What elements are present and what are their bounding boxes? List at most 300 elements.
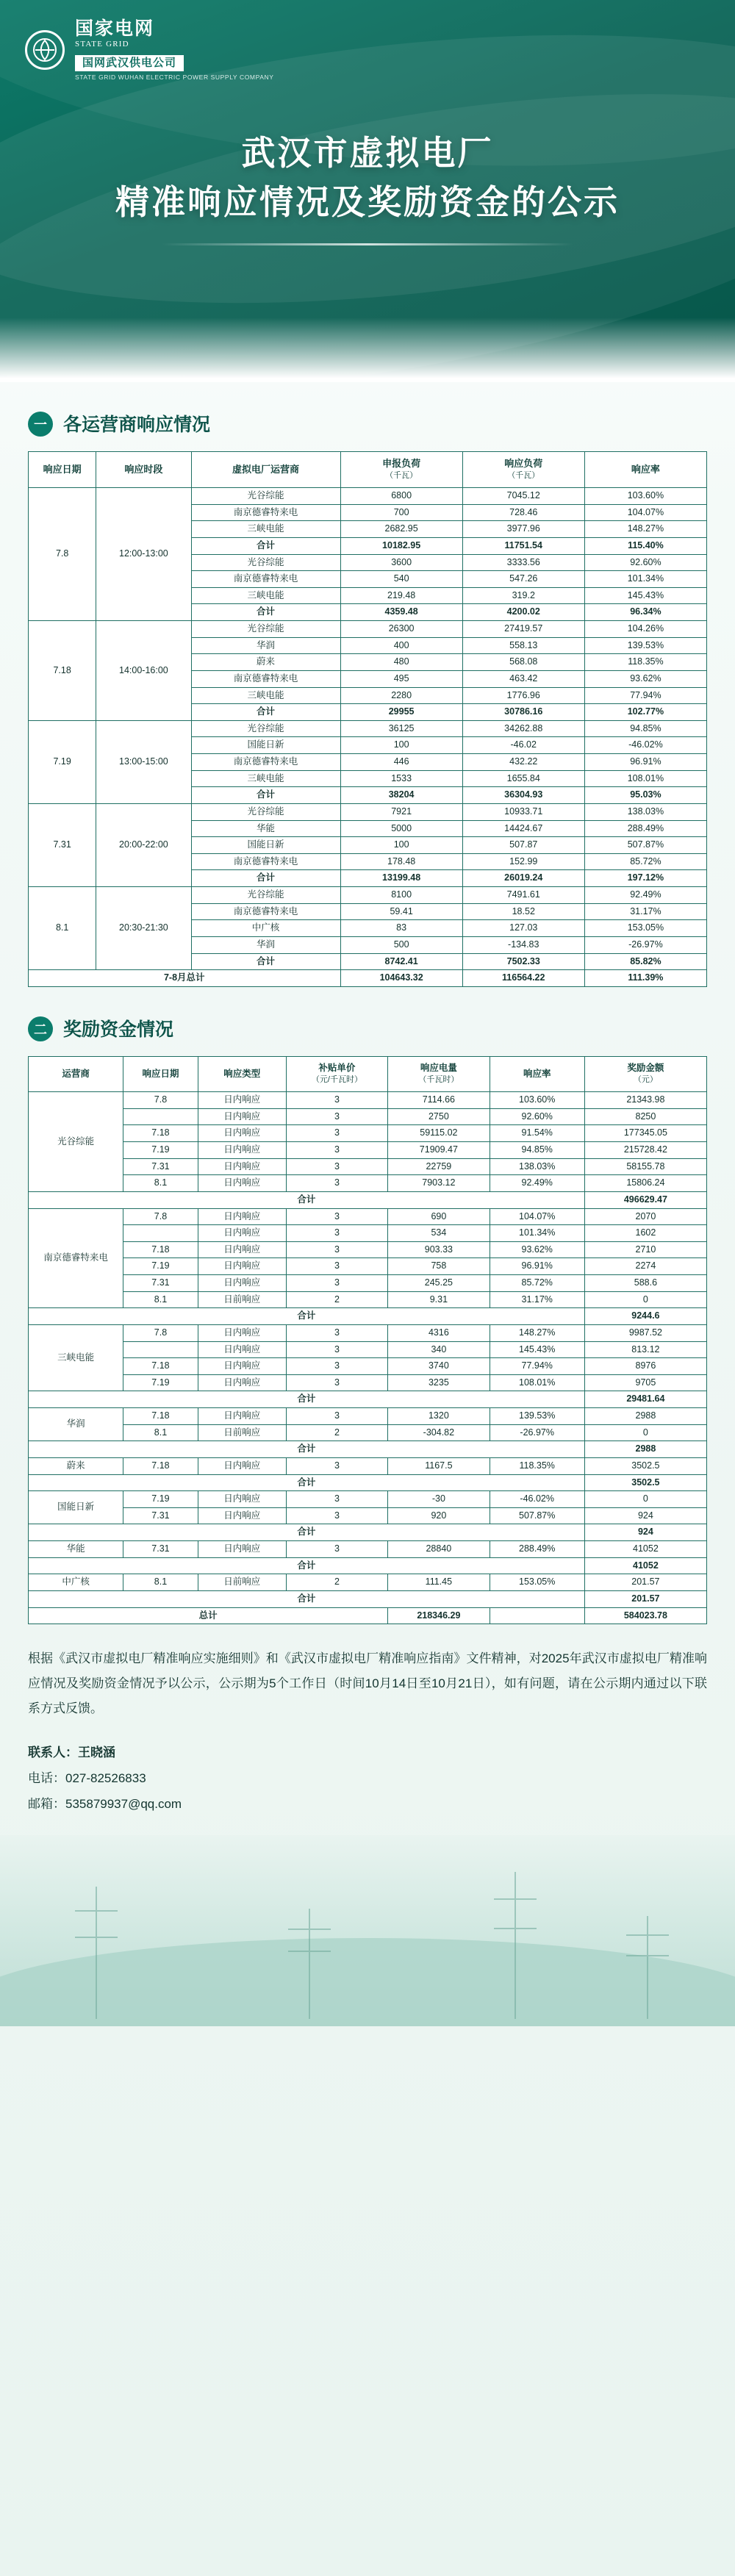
response-date-cell: 8.1 [123,1291,198,1308]
brand-text-block [75,19,274,80]
response-load-cell: 3333.56 [462,554,584,571]
response-rate-cell: 85.72% [584,853,706,870]
column-header: 虚拟电厂运营商 [191,452,340,488]
response-energy-cell: 111.45 [388,1574,490,1591]
contact-person-row [28,1740,707,1766]
subsidy-price-cell: 3 [286,1457,387,1474]
response-rate-cell: 118.35% [490,1457,584,1474]
pylon-icon [309,1909,310,2019]
response-rate-cell: 118.35% [584,654,706,671]
response-date-cell: 7.31 [123,1275,198,1292]
operator-cell: 三峡电能 [191,521,340,538]
table-row [29,1225,707,1242]
response-rate-cell: 507.87% [584,837,706,854]
reward-amount-cell: 9244.6 [584,1308,706,1325]
subtotal-label-cell: 合计 [29,1524,585,1541]
reward-amount-cell: 21343.98 [584,1092,706,1109]
reward-amount-cell: 177345.05 [584,1125,706,1142]
response-rate-cell: 96.34% [584,604,706,621]
section-2-title [60,1015,179,1043]
operator-cell: 蔚来 [191,654,340,671]
declared-load-cell: 540 [340,571,462,588]
response-rate-cell: 145.43% [584,587,706,604]
contact-person-label: 联系人： [28,1746,78,1760]
operator-cell: 光谷综能 [29,1092,123,1192]
page-header [0,0,735,382]
response-load-cell: -134.83 [462,936,584,953]
response-rate-cell: 31.17% [584,903,706,920]
contact-phone-label: 电话： [28,1770,65,1785]
subtotal-label-cell: 合计 [29,1191,585,1208]
response-energy-cell: -30 [388,1491,490,1508]
table-row [29,1574,707,1591]
column-header: 响应日期 [123,1056,198,1091]
reward-amount-cell: 588.6 [584,1275,706,1292]
column-header: 申报负荷 （千瓦） [340,452,462,488]
response-rate-cell: 103.60% [490,1092,584,1109]
subsidy-price-cell: 3 [286,1258,387,1275]
response-energy-cell: 218346.29 [388,1607,490,1624]
table-subtotal-row [29,1191,707,1208]
response-energy-cell: 920 [388,1507,490,1524]
response-type-cell: 日前响应 [198,1574,286,1591]
operator-cell: 华润 [191,936,340,953]
reward-amount-cell: 2070 [584,1208,706,1225]
brand-name-en: STATE GRID [75,40,129,49]
declared-load-cell: 3600 [340,554,462,571]
response-energy-cell: 245.25 [388,1275,490,1292]
response-rate-cell: 92.60% [490,1108,584,1125]
grand-total-label-cell: 7-8月总计 [29,970,341,987]
operator-cell: 国能日新 [29,1491,123,1524]
section-2-heading [28,1015,735,1043]
section-1-heading [28,410,735,438]
subsidy-price-cell: 3 [286,1541,387,1558]
response-rate-cell: 507.87% [490,1507,584,1524]
subsidy-price-cell: 3 [286,1341,387,1358]
response-date-cell: 7.19 [29,720,96,803]
response-load-cell: 7491.61 [462,887,584,904]
response-table-body [29,488,707,987]
operator-cell: 南京德睿特来电 [191,571,340,588]
operator-cell: 中广核 [29,1574,123,1591]
pylon-icon [647,1916,648,2019]
response-energy-cell: 2750 [388,1108,490,1125]
response-rate-cell: 139.53% [584,637,706,654]
response-load-cell: 7502.33 [462,953,584,970]
response-rate-cell: 85.72% [490,1275,584,1292]
table-row [29,1374,707,1391]
declared-load-cell: 29955 [340,704,462,721]
table-row [29,887,707,904]
reward-amount-cell: 8250 [584,1108,706,1125]
declared-load-cell: 5000 [340,820,462,837]
reward-amount-cell: 924 [584,1507,706,1524]
response-energy-cell: 758 [388,1258,490,1275]
subsidy-price-cell: 3 [286,1374,387,1391]
table-row [29,803,707,820]
response-rate-cell: -26.97% [584,936,706,953]
column-header: 响应类型 [198,1056,286,1091]
contact-phone-value: 027-82526833 [65,1770,146,1785]
response-energy-cell: 22759 [388,1158,490,1175]
column-header: 响应率 [584,452,706,488]
page-title-line1: 武汉市虚拟电厂 [241,134,494,173]
reward-amount-cell: 2710 [584,1241,706,1258]
reward-amount-cell: 201.57 [584,1574,706,1591]
reward-amount-cell: 41052 [584,1541,706,1558]
response-date-cell [123,1341,198,1358]
response-table-head [29,452,707,488]
response-energy-cell: 7114.66 [388,1092,490,1109]
response-date-cell: 7.31 [29,803,96,886]
response-load-cell: 568.08 [462,654,584,671]
response-date-cell [123,1225,198,1242]
brand-company-en: STATE GRID WUHAN ELECTRIC POWER SUPPLY COMPANY [75,73,274,81]
response-rate-cell: 92.49% [584,887,706,904]
reward-amount-cell: 584023.78 [584,1607,706,1624]
response-rate-cell: 91.54% [490,1125,584,1142]
response-date-cell: 7.31 [123,1507,198,1524]
operator-cell: 南京德睿特来电 [191,670,340,687]
section-1-table-wrap [0,451,735,987]
response-load-cell: 18.52 [462,903,584,920]
table-row [29,621,707,638]
table-row [29,1125,707,1142]
section-1-title [60,410,216,438]
subsidy-price-cell: 3 [286,1225,387,1242]
response-rate-cell: 104.07% [490,1208,584,1225]
response-rate-cell: 153.05% [584,920,706,937]
declared-load-cell: 400 [340,637,462,654]
response-type-cell: 日内响应 [198,1208,286,1225]
reward-amount-cell: 2988 [584,1441,706,1458]
table-row [29,1142,707,1159]
response-type-cell: 日内响应 [198,1125,286,1142]
subtotal-label-cell: 合计 [29,1474,585,1491]
operator-cell: 华润 [191,637,340,654]
table-row [29,1175,707,1192]
table-subtotal-row [29,1524,707,1541]
operator-cell: 光谷综能 [191,803,340,820]
operator-cell: 华能 [191,820,340,837]
contact-person-value: 王晓涵 [78,1746,115,1760]
subsidy-price-cell: 3 [286,1324,387,1341]
response-date-cell: 7.8 [123,1324,198,1341]
subsidy-price-cell: 3 [286,1208,387,1225]
table-grand-total-row [29,1607,707,1624]
table-row [29,1408,707,1425]
response-date-cell: 8.1 [123,1175,198,1192]
reward-amount-cell: 1602 [584,1225,706,1242]
response-rate-cell: 111.39% [584,970,706,987]
response-rate-cell: 94.85% [490,1142,584,1159]
table-row [29,1258,707,1275]
response-load-cell: 319.2 [462,587,584,604]
reward-amount-cell: 0 [584,1491,706,1508]
subsidy-price-cell: 2 [286,1424,387,1441]
response-load-cell: 14424.67 [462,820,584,837]
table-subtotal-row [29,1474,707,1491]
page-title [0,129,735,245]
response-energy-cell: 903.33 [388,1241,490,1258]
subsidy-price-cell: 2 [286,1574,387,1591]
response-rate-cell: 288.49% [584,820,706,837]
response-date-cell: 7.18 [123,1358,198,1375]
response-energy-cell: 7903.12 [388,1175,490,1192]
response-rate-cell: 93.62% [584,670,706,687]
response-load-cell: 30786.16 [462,704,584,721]
reward-amount-cell: 215728.42 [584,1142,706,1159]
response-rate-cell: 145.43% [490,1341,584,1358]
response-type-cell: 日内响应 [198,1275,286,1292]
response-type-cell: 日前响应 [198,1291,286,1308]
declared-load-cell: 13199.48 [340,870,462,887]
subsidy-price-cell: 3 [286,1175,387,1192]
response-type-cell: 日内响应 [198,1324,286,1341]
operator-cell: 华润 [29,1408,123,1441]
subtotal-label-cell: 合计 [29,1391,585,1408]
response-rate-cell: 104.26% [584,621,706,638]
contact-block [28,1740,707,1818]
table-row [29,1324,707,1341]
reward-amount-cell: 3502.5 [584,1457,706,1474]
brand-company-cn: 国网武汉供电公司 [75,55,184,71]
table-subtotal-row [29,1308,707,1325]
response-energy-cell: 1167.5 [388,1457,490,1474]
response-date-cell: 7.19 [123,1491,198,1508]
response-rate-cell: 96.91% [490,1258,584,1275]
operator-cell: 光谷综能 [191,554,340,571]
subtotal-label-cell: 合计 [29,1441,585,1458]
declared-load-cell: 8742.41 [340,953,462,970]
response-load-cell: 507.87 [462,837,584,854]
response-type-cell: 日内响应 [198,1541,286,1558]
subtotal-label-cell: 合计 [29,1308,585,1325]
bottom-illustration [0,1835,735,2026]
response-type-cell: 日内响应 [198,1491,286,1508]
column-header: 响应率 [490,1056,584,1091]
declared-load-cell: 1533 [340,770,462,787]
declared-load-cell: 36125 [340,720,462,737]
reward-amount-cell: 2274 [584,1258,706,1275]
subsidy-price-cell: 3 [286,1241,387,1258]
response-type-cell: 日内响应 [198,1374,286,1391]
reward-amount-cell: 58155.78 [584,1158,706,1175]
table-header-row [29,452,707,488]
response-date-cell: 8.1 [123,1574,198,1591]
response-energy-cell: 1320 [388,1408,490,1425]
response-rate-cell: 92.49% [490,1175,584,1192]
brand-block [0,0,735,80]
response-type-cell: 日内响应 [198,1241,286,1258]
operator-cell: 光谷综能 [191,720,340,737]
response-energy-cell: 3740 [388,1358,490,1375]
declared-load-cell: 495 [340,670,462,687]
operator-cell: 中广核 [191,920,340,937]
column-header: 响应时段 [96,452,191,488]
response-period-cell: 12:00-13:00 [96,488,191,621]
operator-cell: 光谷综能 [191,488,340,505]
declared-load-cell: 4359.48 [340,604,462,621]
response-rate-cell: 108.01% [490,1374,584,1391]
table-row [29,1275,707,1292]
subsidy-price-cell: 3 [286,1158,387,1175]
response-load-cell: 7045.12 [462,488,584,505]
response-rate-cell: 104.07% [584,504,706,521]
response-load-cell: 3977.96 [462,521,584,538]
reward-amount-cell: 29481.64 [584,1391,706,1408]
table-grand-total-row [29,970,707,987]
operator-cell: 三峡电能 [191,770,340,787]
reward-amount-cell: 9987.52 [584,1324,706,1341]
declared-load-cell: 2682.95 [340,521,462,538]
response-date-cell: 7.18 [123,1457,198,1474]
response-period-cell: 13:00-15:00 [96,720,191,803]
response-rate-cell: 148.27% [584,521,706,538]
response-load-cell: 34262.88 [462,720,584,737]
response-rate-cell: 92.60% [584,554,706,571]
response-energy-cell: 534 [388,1225,490,1242]
header-fade-decor [0,317,735,382]
response-load-cell: 1776.96 [462,687,584,704]
response-type-cell: 日内响应 [198,1158,286,1175]
table-row [29,1358,707,1375]
reward-amount-cell: 201.57 [584,1590,706,1607]
operator-cell: 南京德睿特来电 [191,903,340,920]
response-energy-cell: 9.31 [388,1291,490,1308]
declared-load-cell: 500 [340,936,462,953]
operator-cell: 南京德睿特来电 [191,754,340,771]
table-subtotal-row [29,1391,707,1408]
response-rate-cell: 31.17% [490,1291,584,1308]
response-load-cell: 432.22 [462,754,584,771]
response-energy-cell: 4316 [388,1324,490,1341]
response-load-cell: 10933.71 [462,803,584,820]
page-title-line2: 精准响应情况及奖励资金的公示 [115,183,620,222]
response-rate-cell: 153.05% [490,1574,584,1591]
response-load-cell: 36304.93 [462,787,584,804]
table-subtotal-row [29,1441,707,1458]
response-type-cell: 日内响应 [198,1408,286,1425]
section-1-title-text: 各运营商响应情况 [63,415,211,435]
response-type-cell: 日内响应 [198,1142,286,1159]
pylon-icon [96,1887,97,2019]
operator-cell: 国能日新 [191,737,340,754]
reward-amount-cell: 9705 [584,1374,706,1391]
table-header-row [29,1056,707,1091]
response-table [28,451,707,987]
declared-load-cell: 700 [340,504,462,521]
brand-name-cn: 国家电网 [75,18,155,39]
declared-load-cell: 83 [340,920,462,937]
response-energy-cell: 71909.47 [388,1142,490,1159]
column-header: 奖励金额 （元） [584,1056,706,1091]
declared-load-cell: 59.41 [340,903,462,920]
response-type-cell: 日前响应 [198,1424,286,1441]
table-row [29,488,707,505]
response-load-cell: 26019.24 [462,870,584,887]
response-rate-cell: 138.03% [490,1158,584,1175]
response-rate-cell: 139.53% [490,1408,584,1425]
state-grid-logo-icon [25,30,65,70]
response-rate-cell: 115.40% [584,537,706,554]
table-row [29,1092,707,1109]
subsidy-price-cell: 3 [286,1142,387,1159]
operator-cell: 国能日新 [191,837,340,854]
grand-total-label-cell: 总计 [29,1607,388,1624]
table-row [29,1208,707,1225]
response-rate-cell: 103.60% [584,488,706,505]
response-load-cell: 27419.57 [462,621,584,638]
response-load-cell: 116564.22 [462,970,584,987]
response-date-cell: 7.31 [123,1541,198,1558]
reward-table-head [29,1056,707,1091]
title-underline-decor [162,243,573,245]
response-date-cell [123,1108,198,1125]
response-rate-cell: 148.27% [490,1324,584,1341]
response-rate-cell: 94.85% [584,720,706,737]
column-header: 运营商 [29,1056,123,1091]
table-row [29,1457,707,1474]
operator-cell: 三峡电能 [29,1324,123,1391]
column-header: 响应负荷 （千瓦） [462,452,584,488]
subsidy-price-cell: 3 [286,1108,387,1125]
response-period-cell: 20:00-22:00 [96,803,191,886]
response-type-cell: 日内响应 [198,1175,286,1192]
table-row [29,1491,707,1508]
response-rate-cell: 101.34% [584,571,706,588]
subsidy-price-cell: 3 [286,1408,387,1425]
response-load-cell: 463.42 [462,670,584,687]
reward-amount-cell: 0 [584,1424,706,1441]
declared-load-cell: 100 [340,737,462,754]
table-row [29,1541,707,1558]
contact-email-row [28,1792,707,1818]
response-type-cell: 日内响应 [198,1358,286,1375]
subsidy-price-cell: 2 [286,1291,387,1308]
section-2-number: 二 [28,1016,53,1041]
operator-cell: 南京德睿特来电 [191,853,340,870]
reward-amount-cell: 496629.47 [584,1191,706,1208]
subtotal-label-cell: 合计 [191,704,340,721]
table-subtotal-row [29,1590,707,1607]
subtotal-label-cell: 合计 [191,604,340,621]
column-header: 补贴单价 （元/千瓦时） [286,1056,387,1091]
response-rate-cell: -46.02% [584,737,706,754]
response-load-cell: 127.03 [462,920,584,937]
response-type-cell: 日内响应 [198,1341,286,1358]
response-period-cell: 14:00-16:00 [96,621,191,721]
response-type-cell: 日内响应 [198,1108,286,1125]
contact-email-value: 535879937@qq.com [65,1796,182,1811]
table-row [29,1507,707,1524]
operator-cell: 南京德睿特来电 [191,504,340,521]
response-load-cell: 152.99 [462,853,584,870]
subsidy-price-cell: 3 [286,1125,387,1142]
response-date-cell: 7.18 [123,1125,198,1142]
response-type-cell: 日内响应 [198,1457,286,1474]
table-row [29,1291,707,1308]
operator-cell: 华能 [29,1541,123,1558]
reward-amount-cell: 0 [584,1291,706,1308]
response-load-cell: -46.02 [462,737,584,754]
reward-table [28,1056,707,1624]
subsidy-price-cell: 3 [286,1358,387,1375]
reward-amount-cell: 3502.5 [584,1474,706,1491]
declared-load-cell: 480 [340,654,462,671]
declared-load-cell: 8100 [340,887,462,904]
